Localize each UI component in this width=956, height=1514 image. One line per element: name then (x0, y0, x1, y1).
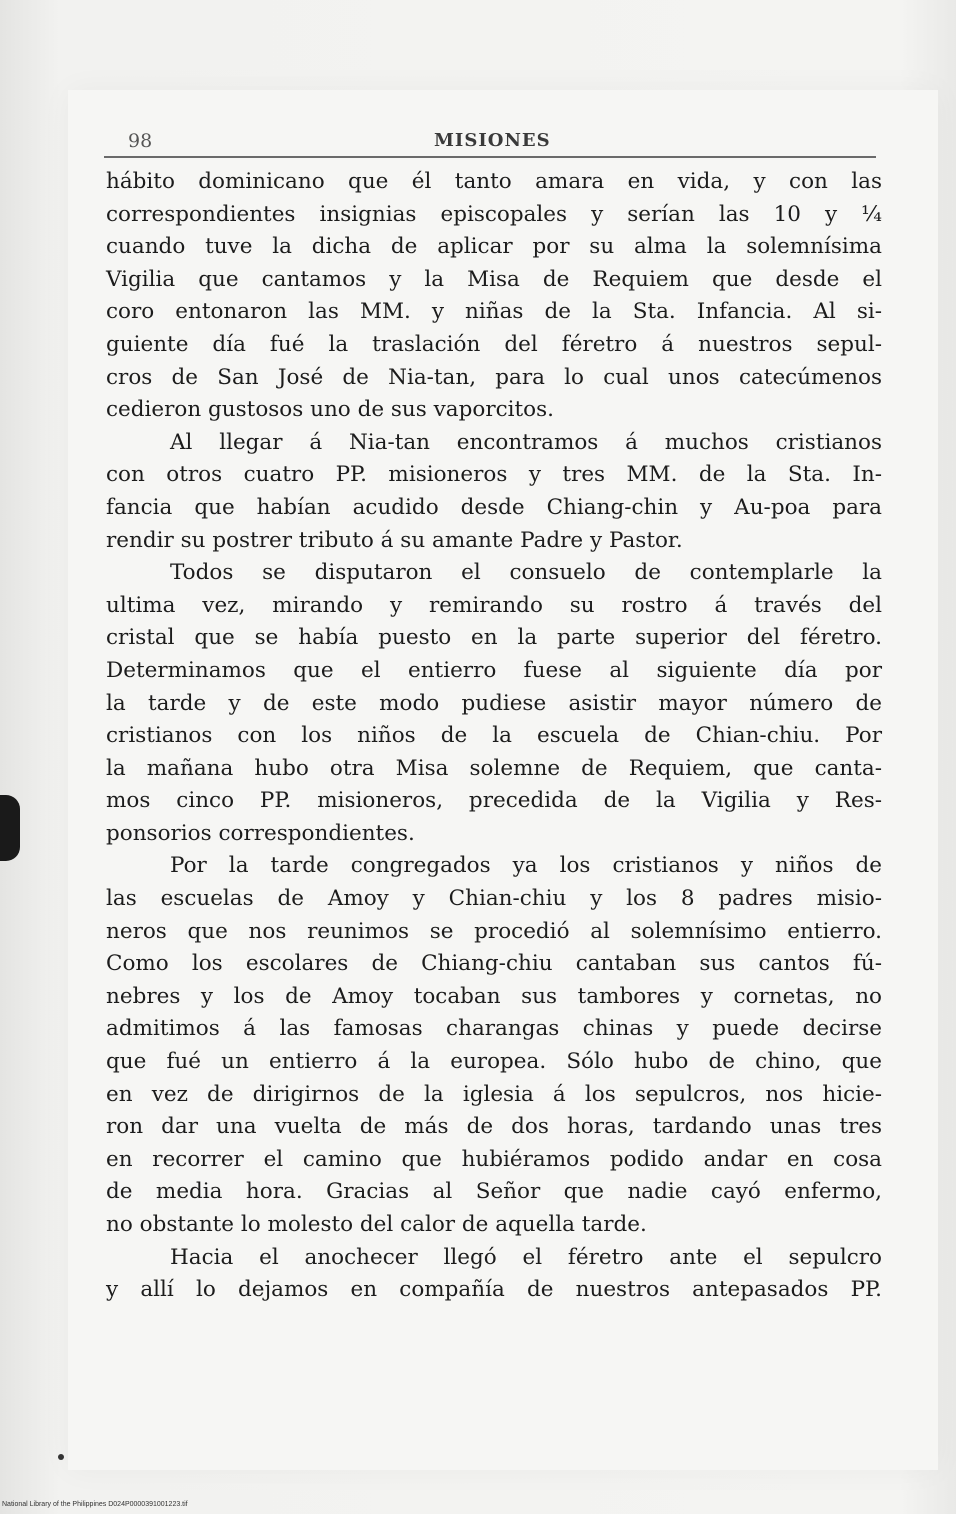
text-line: admitimos á las famosas charangas chinas y puede decirse (106, 1016, 882, 1042)
text-line: neros que nos reunimos se procedió al solemnísimo entierro. (106, 918, 882, 944)
text-line: en vez de dirigirnos de la iglesia á los sepulcros, nos hicie- (106, 1081, 882, 1107)
page-number: 98 (128, 130, 153, 152)
text-line: ultima vez, mirando y remirando su rostro á través del (106, 592, 882, 618)
text-line: nebres y los de Amoy tocaban sus tambores y cornetas, no (106, 983, 882, 1009)
text-line: correspondientes insignias episcopales y serían las 10 y ¼ (106, 201, 882, 227)
text-line: con otros cuatro PP. misioneros y tres MM. de la Sta. In- (106, 462, 882, 488)
text-line: cros de San José de Nia-tan, para lo cual unos catecúmenos (106, 364, 882, 390)
text-line: ron dar una vuelta de más de dos horas, tardando unas tres (106, 1114, 882, 1140)
binding-shadow-mark (0, 795, 20, 861)
text-line: cuando tuve la dicha de aplicar por su alma la solemnísima (106, 234, 882, 260)
text-line: la tarde y de este modo pudiese asistir mayor número de (106, 690, 882, 716)
text-line: Al llegar á Nia-tan encontramos á muchos cristianos (170, 429, 882, 455)
text-line: ponsorios correspondientes. (106, 820, 415, 846)
text-line: guiente día fué la traslación del féretro á nuestros sepul- (106, 331, 882, 357)
text-line: hábito dominicano que él tanto amara en vida, y con las (106, 169, 882, 194)
page-header (104, 128, 876, 158)
text-line: Determinamos que el entierro fuese al siguiente día por (106, 657, 882, 683)
ink-speck (58, 1454, 64, 1460)
text-line: cristal que se había puesto en la parte superior del féretro. (106, 625, 882, 651)
text-line: no obstante lo molesto del calor de aquella tarde. (106, 1212, 647, 1237)
text-line: la mañana hubo otra Misa solemne de Requiem, que canta- (106, 755, 882, 781)
text-line: Hacia el anochecer llegó el féretro ante el sepulcro (170, 1244, 882, 1270)
text-line: en recorrer el camino que hubiéramos podido andar en cosa (106, 1146, 882, 1172)
text-line: Vigilia que cantamos y la Misa de Requiem que desde el (106, 266, 882, 292)
body-text (106, 166, 882, 1307)
text-line: las escuelas de Amoy y Chian-chiu y los 8 padres misio- (106, 886, 882, 912)
text-line: rendir su postrer tributo á su amante Padre y Pastor. (106, 527, 683, 553)
text-line: que fué un entierro á la europea. Sólo hubo de chino, que (106, 1049, 882, 1075)
text-line: de media hora. Gracias al Señor que nadie cayó enfermo, (106, 1179, 882, 1205)
text-line: fancia que habían acudido desde Chiang-chin y Au-poa para (106, 494, 882, 520)
text-line: y allí lo dejamos en compañía de nuestros antepasados PP. (106, 1277, 882, 1303)
footer-credit: National Library of the Philippines D024P0000391001223.tif (2, 1501, 188, 1508)
running-head: MISIONES (434, 130, 551, 151)
text-line: Por la tarde congregados ya los cristianos y niños de (170, 853, 882, 879)
text-line: Todos se disputaron el consuelo de contemplarle la (170, 560, 882, 586)
text-line: Como los escolares de Chiang-chiu cantaban sus cantos fú- (106, 951, 882, 977)
text-line: cristianos con los niños de la escuela de Chian-chiu. Por (106, 723, 882, 749)
text-line: cedieron gustosos uno de sus vaporcitos. (106, 397, 554, 423)
text-line: mos cinco PP. misioneros, precedida de la Vigilia y Res- (106, 788, 882, 814)
text-line: coro entonaron las MM. y niñas de la Sta. Infancia. Al si- (106, 299, 882, 325)
